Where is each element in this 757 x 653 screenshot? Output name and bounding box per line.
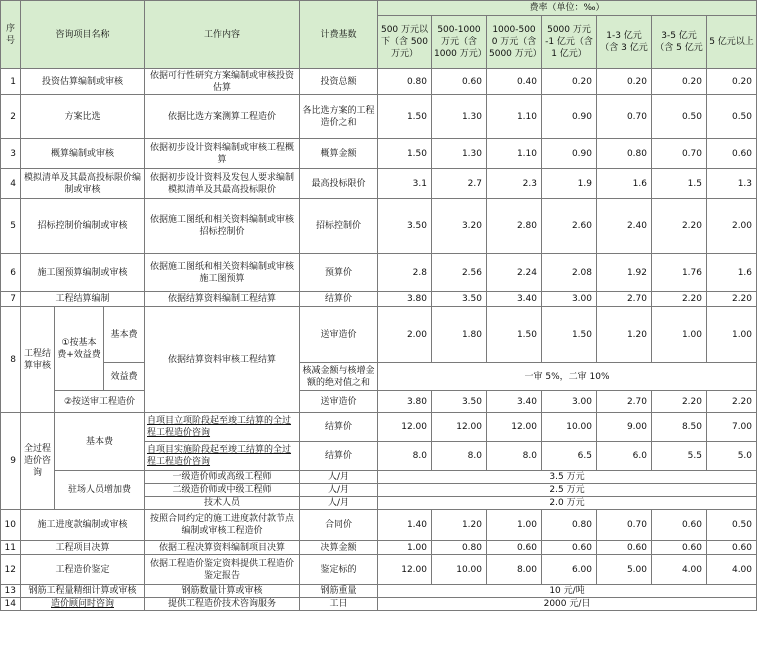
rate-cell: 1.3: [707, 169, 757, 199]
sub-item-benefit-fee: 效益费: [104, 363, 145, 391]
fee-base: 预算价: [300, 254, 378, 292]
fee-base: 结算价: [300, 292, 378, 307]
staff-grade: 一级造价师或高级工程师: [145, 471, 300, 484]
table-row: [1, 471, 757, 484]
rate-cell: 12.00: [432, 413, 487, 442]
item-name: 方案比选: [21, 95, 145, 139]
row-number: 1: [1, 69, 21, 95]
sub-item-basic-fee: 基本费: [55, 413, 145, 471]
sub-item-basic-plus-benefit: ①按基本费+效益费: [55, 307, 104, 391]
rate-cell: 0.80: [378, 69, 432, 95]
work-content: 依据工程造价鉴定资料提供工程造价鉴定报告: [145, 555, 300, 585]
rate-cell: 1.30: [432, 139, 487, 169]
item-name: 造价顾问时咨询: [21, 598, 145, 611]
rate-cell: 8.50: [652, 413, 707, 442]
rate-cell: 0.90: [542, 95, 597, 139]
benefit-rate: 一审 5%，二审 10%: [378, 363, 757, 391]
work-content: 依据结算资料编制工程结算: [145, 292, 300, 307]
table-row: [1, 541, 757, 555]
staff-grade: 二级造价师或中级工程师: [145, 484, 300, 497]
rate-cell: 5.0: [707, 442, 757, 471]
rate-cell: 1.00: [487, 510, 542, 541]
work-content: 按照合同约定的施工进度款付款节点编制或审核工程造价: [145, 510, 300, 541]
rate-cell: 6.0: [597, 442, 652, 471]
work-content: 自项目实施阶段起至竣工结算的全过程工程造价咨询: [145, 442, 300, 471]
rate-cell: 0.20: [707, 69, 757, 95]
header-tier: 5 亿元以上: [707, 16, 757, 69]
row-number: 3: [1, 139, 21, 169]
rate-cell: 0.40: [487, 69, 542, 95]
rate-cell: 2.80: [487, 199, 542, 254]
rate-cell: 8.0: [378, 442, 432, 471]
rate-cell: 0.20: [597, 69, 652, 95]
rate-cell: 0.60: [597, 541, 652, 555]
header-item-name: 咨询项目名称: [21, 1, 145, 69]
rate-cell: 3.40: [487, 391, 542, 413]
rate-cell: 2.8: [378, 254, 432, 292]
header-tier: 3-5 亿元（含 5 亿元: [652, 16, 707, 69]
fee-base: 结算价: [300, 413, 378, 442]
item-name: 工程结算编制: [21, 292, 145, 307]
rate-cell: 9.00: [597, 413, 652, 442]
rate-cell: 2.20: [652, 391, 707, 413]
rate-cell: 0.50: [652, 95, 707, 139]
rate-cell: 2.08: [542, 254, 597, 292]
rate-cell: 1.10: [487, 95, 542, 139]
work-content: 自项目立项阶段起至竣工结算的全过程工程造价咨询: [145, 413, 300, 442]
rate-cell: 2.56: [432, 254, 487, 292]
fee-base: 送审造价: [300, 391, 378, 413]
rate-cell: 3.20: [432, 199, 487, 254]
work-content: 依据工程决算资料编制项目决算: [145, 541, 300, 555]
rate-cell: 2.20: [707, 292, 757, 307]
rate-cell: 1.9: [542, 169, 597, 199]
rate-cell: 0.70: [652, 139, 707, 169]
rate-cell: 0.60: [542, 541, 597, 555]
rate-cell: 2.7: [432, 169, 487, 199]
rate-cell: 2.70: [597, 292, 652, 307]
item-name: 工程结算审核: [21, 307, 55, 413]
sub-item-staff-fee: 驻场人员增加费: [55, 471, 145, 510]
work-content: 依据施工图纸和相关资料编制或审核施工图预算: [145, 254, 300, 292]
rate-cell: 0.70: [597, 95, 652, 139]
table-row: [1, 363, 757, 391]
header-rate-title: 费率（单位：‰）: [378, 1, 757, 16]
fee-base: 送审造价: [300, 307, 378, 363]
fee-base: 鉴定标的: [300, 555, 378, 585]
item-name: 施工图预算编制或审核: [21, 254, 145, 292]
table-row: [1, 199, 757, 254]
rate-cell: 1.20: [597, 307, 652, 363]
row-number: 4: [1, 169, 21, 199]
rate-cell: 3.50: [432, 391, 487, 413]
rate-cell: 2.20: [652, 199, 707, 254]
work-content: 依据初步设计资料及发包人要求编制模拟清单及其最高投标限价: [145, 169, 300, 199]
rate-cell: 1.50: [378, 139, 432, 169]
work-content: 依据可行性研究方案编制或审核投资估算: [145, 69, 300, 95]
work-content: 依据初步设计资料编制或审核工程概算: [145, 139, 300, 169]
rate-cell: 2.60: [542, 199, 597, 254]
fee-base: 结算价: [300, 442, 378, 471]
rate-cell: 5.5: [652, 442, 707, 471]
table-row: [1, 292, 757, 307]
item-name: 模拟清单及其最高投标限价编制或审核: [21, 169, 145, 199]
row-number: 14: [1, 598, 21, 611]
rate-cell: 1.92: [597, 254, 652, 292]
fee-base: 各比选方案的工程造价之和: [300, 95, 378, 139]
rate-cell: 7.00: [707, 413, 757, 442]
table-row: [1, 69, 757, 95]
flat-fee: 2000 元/日: [378, 598, 757, 611]
rate-cell: 1.6: [707, 254, 757, 292]
table-row: [1, 510, 757, 541]
rate-cell: 12.00: [487, 413, 542, 442]
rate-cell: 2.20: [652, 292, 707, 307]
fee-base: 合同价: [300, 510, 378, 541]
item-name: 施工进度款编制或审核: [21, 510, 145, 541]
rate-cell: 5.00: [597, 555, 652, 585]
rate-cell: 0.50: [707, 510, 757, 541]
fee-base: 最高投标限价: [300, 169, 378, 199]
rate-cell: 0.50: [707, 95, 757, 139]
rate-cell: 3.00: [542, 292, 597, 307]
staff-fee: 2.5 万元: [378, 484, 757, 497]
table-row: [1, 585, 757, 598]
rate-cell: 0.20: [652, 69, 707, 95]
row-number: 5: [1, 199, 21, 254]
rate-cell: 1.6: [597, 169, 652, 199]
work-content: 提供工程造价技术咨询服务: [145, 598, 300, 611]
rate-cell: 12.00: [378, 413, 432, 442]
fee-base: 概算金额: [300, 139, 378, 169]
header-tier: 1000-500 0 万元（含 5000 万元）: [487, 16, 542, 69]
table-row: [1, 391, 757, 413]
header-seq: 序号: [1, 1, 21, 69]
fee-base: 核减金额与核增金额的绝对值之和: [300, 363, 378, 391]
rate-cell: 0.60: [432, 69, 487, 95]
sub-item-basic-fee: 基本费: [104, 307, 145, 363]
rate-cell: 1.50: [378, 95, 432, 139]
item-name: 钢筋工程量精细计算或审核: [21, 585, 145, 598]
rate-cell: 1.00: [652, 307, 707, 363]
fee-unit: 人/月: [300, 471, 378, 484]
row-number: 2: [1, 95, 21, 139]
rate-cell: 3.40: [487, 292, 542, 307]
row-number: 10: [1, 510, 21, 541]
rate-cell: 0.80: [432, 541, 487, 555]
table-row: [1, 95, 757, 139]
rate-cell: 10.00: [542, 413, 597, 442]
rate-cell: 8.0: [487, 442, 542, 471]
rate-cell: 8.0: [432, 442, 487, 471]
header-fee-base: 计费基数: [300, 1, 378, 69]
staff-grade: 技术人员: [145, 497, 300, 510]
rate-cell: 1.50: [487, 307, 542, 363]
header-tier: 500-1000 万元（含 1000 万元）: [432, 16, 487, 69]
staff-fee: 2.0 万元: [378, 497, 757, 510]
table-row: [1, 413, 757, 442]
rate-cell: 3.80: [378, 391, 432, 413]
flat-fee: 10 元/吨: [378, 585, 757, 598]
sub-item-by-submitted-cost: ②按送审工程造价: [55, 391, 145, 413]
header-tier: 1-3 亿元（含 3 亿元: [597, 16, 652, 69]
rate-cell: 0.20: [542, 69, 597, 95]
rate-cell: 12.00: [378, 555, 432, 585]
rate-cell: 6.5: [542, 442, 597, 471]
table-row: [1, 307, 757, 363]
table-row: [1, 139, 757, 169]
work-content: 依据比选方案测算工程造价: [145, 95, 300, 139]
rate-cell: 2.24: [487, 254, 542, 292]
rate-cell: 3.00: [542, 391, 597, 413]
rate-cell: 1.00: [378, 541, 432, 555]
rate-cell: 8.00: [487, 555, 542, 585]
item-name: 全过程造价咨询: [21, 413, 55, 510]
item-name: 概算编制或审核: [21, 139, 145, 169]
item-name: 工程造价鉴定: [21, 555, 145, 585]
rate-cell: 2.00: [707, 199, 757, 254]
rate-cell: 1.50: [542, 307, 597, 363]
row-number: 12: [1, 555, 21, 585]
rate-cell: 3.50: [378, 199, 432, 254]
work-content: 依据结算资料审核工程结算: [145, 307, 300, 413]
rate-cell: 6.00: [542, 555, 597, 585]
fee-unit: 人/月: [300, 497, 378, 510]
rate-cell: 2.40: [597, 199, 652, 254]
fee-base: 投资总额: [300, 69, 378, 95]
row-number: 7: [1, 292, 21, 307]
rate-cell: 1.80: [432, 307, 487, 363]
rate-cell: 2.3: [487, 169, 542, 199]
rate-cell: 0.60: [652, 541, 707, 555]
rate-cell: 1.20: [432, 510, 487, 541]
staff-fee: 3.5 万元: [378, 471, 757, 484]
row-number: 8: [1, 307, 21, 413]
rate-cell: 3.1: [378, 169, 432, 199]
rate-cell: 10.00: [432, 555, 487, 585]
fee-base: 决算金额: [300, 541, 378, 555]
rate-cell: 0.80: [597, 139, 652, 169]
rate-cell: 1.40: [378, 510, 432, 541]
rate-cell: 4.00: [652, 555, 707, 585]
table-row: [1, 169, 757, 199]
rate-cell: 0.60: [707, 541, 757, 555]
row-number: 11: [1, 541, 21, 555]
rate-cell: 2.00: [378, 307, 432, 363]
rate-cell: 1.10: [487, 139, 542, 169]
rate-cell: 2.70: [597, 391, 652, 413]
header-work-content: 工作内容: [145, 1, 300, 69]
table-row: [1, 598, 757, 611]
rate-cell: 2.20: [707, 391, 757, 413]
item-name: 投资估算编制或审核: [21, 69, 145, 95]
row-number: 6: [1, 254, 21, 292]
rate-cell: 1.30: [432, 95, 487, 139]
rate-cell: 0.80: [542, 510, 597, 541]
rate-cell: 1.76: [652, 254, 707, 292]
rate-cell: 4.00: [707, 555, 757, 585]
rate-cell: 3.80: [378, 292, 432, 307]
fee-unit: 人/月: [300, 484, 378, 497]
row-number: 9: [1, 413, 21, 510]
rate-cell: 0.60: [652, 510, 707, 541]
rate-cell: 0.70: [597, 510, 652, 541]
table-row: [1, 254, 757, 292]
item-name: 工程项目决算: [21, 541, 145, 555]
rate-cell: 1.5: [652, 169, 707, 199]
table-row: [1, 555, 757, 585]
rate-cell: 1.00: [707, 307, 757, 363]
header-tier: 5000 万元 -1 亿元（含 1 亿元）: [542, 16, 597, 69]
item-name: 招标控制价编制或审核: [21, 199, 145, 254]
rate-cell: 0.90: [542, 139, 597, 169]
rate-cell: 0.60: [487, 541, 542, 555]
rate-cell: 3.50: [432, 292, 487, 307]
fee-base: 钢筋重量: [300, 585, 378, 598]
rate-cell: 0.60: [707, 139, 757, 169]
work-content: 钢筋数量计算或审核: [145, 585, 300, 598]
row-number: 13: [1, 585, 21, 598]
fee-base: 招标控制价: [300, 199, 378, 254]
header-tier: 500 万元以下（含 500 万元）: [378, 16, 432, 69]
fee-base: 工日: [300, 598, 378, 611]
work-content: 依据施工图纸和相关资料编制或审核招标控制价: [145, 199, 300, 254]
